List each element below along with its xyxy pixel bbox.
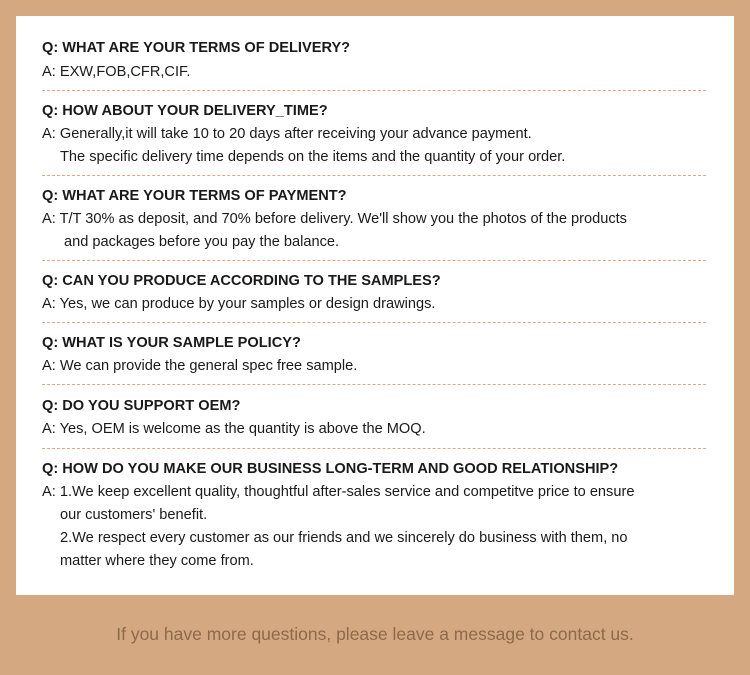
faq-answer-line: A: Generally,it will take 10 to 20 days after receiving your advance payment. <box>42 126 532 142</box>
faq-answer-line: and packages before you pay the balance. <box>64 234 340 250</box>
faq-answer <box>42 355 357 378</box>
faq-answer-line: A: We can provide the general spec free sample. <box>42 358 358 374</box>
divider <box>42 322 706 323</box>
faq-answer-line: A: EXW,FOB,CFR,CIF. <box>42 64 191 80</box>
faq-answer <box>42 123 565 169</box>
divider <box>42 384 706 385</box>
faq-question: Q: DO YOU SUPPORT OEM? <box>42 398 241 414</box>
faq-answer-line: A: 1.We keep excellent quality, thoughtful after-sales service and competitve price to ensure <box>42 484 635 500</box>
faq-answer <box>42 293 435 316</box>
faq-answer-line: A: Yes, OEM is welcome as the quantity is above the MOQ. <box>42 421 426 437</box>
faq-question: Q: HOW ABOUT YOUR DELIVERY_TIME? <box>42 103 328 119</box>
faq-answer-line: matter where they come from. <box>60 553 254 569</box>
divider <box>42 90 706 91</box>
faq-answer <box>42 481 634 573</box>
divider <box>42 260 706 261</box>
faq-answer-line: 2.We respect every customer as our friends and we sincerely do business with them, no <box>60 530 628 546</box>
faq-question: Q: WHAT ARE YOUR TERMS OF PAYMENT? <box>42 188 347 204</box>
contact-footer-text: If you have more questions, please leave a message to contact us. <box>116 624 634 644</box>
faq-question: Q: WHAT ARE YOUR TERMS OF DELIVERY? <box>42 40 351 56</box>
faq-answer-line: The specific delivery time depends on the items and the quantity of your order. <box>60 149 566 165</box>
faq-answer <box>42 418 426 441</box>
faq-question: Q: WHAT IS YOUR SAMPLE POLICY? <box>42 335 301 351</box>
faq-answer <box>42 208 627 254</box>
faq-answer-line: A: T/T 30% as deposit, and 70% before delivery. We'll show you the photos of the products <box>42 211 627 227</box>
faq-answer-line: A: Yes, we can produce by your samples or design drawings. <box>42 296 436 312</box>
faq-answer <box>42 61 190 84</box>
faq-question: Q: HOW DO YOU MAKE OUR BUSINESS LONG-TERM AND GOOD RELATIONSHIP? <box>42 461 619 477</box>
faq-question: Q: CAN YOU PRODUCE ACCORDING TO THE SAMPLES? <box>42 273 441 289</box>
divider <box>42 448 706 449</box>
divider <box>42 175 706 176</box>
faq-answer-line: our customers' benefit. <box>60 507 208 523</box>
faq-panel <box>16 16 734 595</box>
